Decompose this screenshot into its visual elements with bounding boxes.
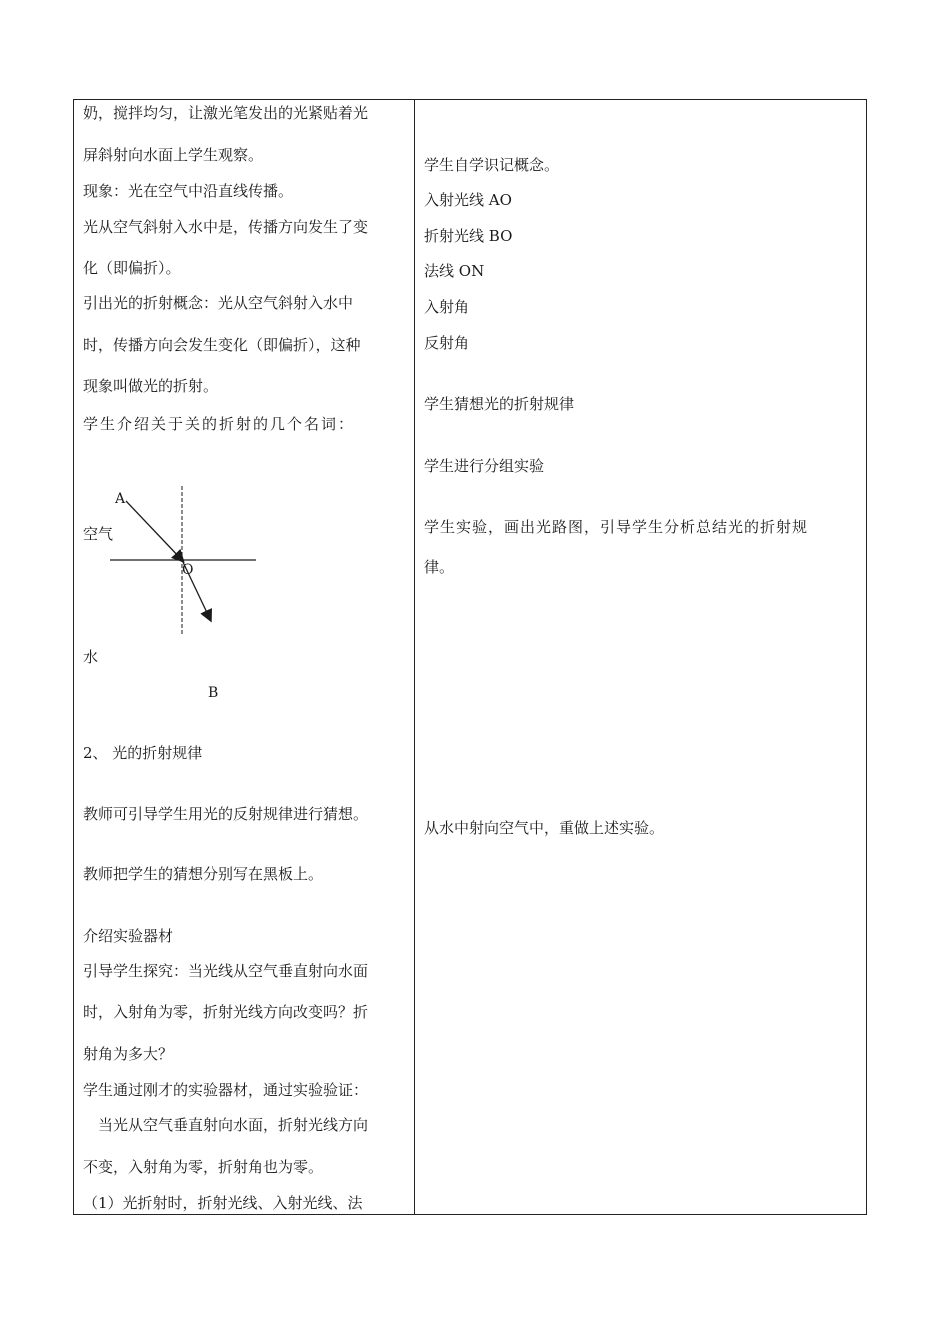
right-analyze-2: 律。	[424, 558, 455, 576]
lesson-table	[73, 99, 867, 1215]
left-line-7: 时，传播方向会发生变化（即偏折），这种	[83, 336, 361, 354]
left-line-5: 化（即偏折）。	[83, 259, 181, 277]
right-concept-1: 学生自学识记概念。	[424, 156, 560, 174]
left-line-1: 奶，搅拌均匀，让激光笔发出的光紧贴着光	[83, 104, 369, 122]
label-air: 空气	[83, 525, 114, 543]
right-concept-5: 入射角	[424, 298, 470, 316]
left-line-3: 现象：光在空气中沿直线传播。	[83, 182, 294, 200]
left-bottom-line-3: 时，入射角为零，折射光线方向改变吗？折	[83, 1003, 369, 1021]
section-title: 2、 光的折射规律	[83, 744, 203, 762]
column-divider	[414, 100, 415, 1214]
incident-ray	[126, 501, 182, 560]
left-bottom-line-4: 射角为多大？	[83, 1045, 174, 1063]
right-guess: 学生猜想光的折射规律	[424, 395, 575, 413]
right-analyze-1: 学生实验，画出光路图，引导学生分析总结光的折射规	[424, 518, 809, 536]
left-line-8: 现象叫做光的折射。	[83, 377, 219, 395]
label-b: B	[208, 685, 219, 701]
right-concept-6: 反射角	[424, 334, 470, 352]
left-bottom-line-1: 介绍实验器材	[83, 927, 174, 945]
label-water: 水	[83, 648, 99, 666]
left-bottom-line-5: 学生通过刚才的实验器材，通过实验验证：	[83, 1081, 369, 1099]
left-bottom-line-7: 不变，入射角为零，折射角也为零。	[83, 1158, 324, 1176]
left-bottom-line-8: （1）光折射时，折射光线、入射光线、法	[83, 1194, 363, 1212]
right-concept-3: 折射光线 BO	[424, 227, 513, 245]
left-line-4: 光从空气斜射入水中是，传播方向发生了变	[83, 218, 369, 236]
left-bottom-line-2: 引导学生探究：当光线从空气垂直射向水面	[83, 962, 369, 980]
right-concept-2: 入射光线 AO	[424, 191, 512, 209]
left-line-2: 屏斜射向水面上学生观察。	[83, 146, 264, 164]
left-line-6: 引出光的折射概念：光从空气斜射入水中	[83, 294, 354, 312]
label-o: O	[182, 562, 194, 578]
left-line-9: 学生介绍关于关的折射的几个名词：	[83, 415, 356, 433]
right-group-experiment: 学生进行分组实验	[424, 457, 545, 475]
right-concept-4: 法线 ON	[424, 262, 485, 280]
para-board: 教师把学生的猜想分别写在黑板上。	[83, 865, 324, 883]
left-bottom-line-6: 当光从空气垂直射向水面，折射光线方向	[83, 1116, 369, 1134]
refraction-diagram	[74, 100, 414, 720]
label-a: A	[115, 491, 126, 507]
para-guess: 教师可引导学生用光的反射规律进行猜想。	[83, 805, 369, 823]
right-water-to-air: 从水中射向空气中，重做上述实验。	[424, 819, 665, 837]
